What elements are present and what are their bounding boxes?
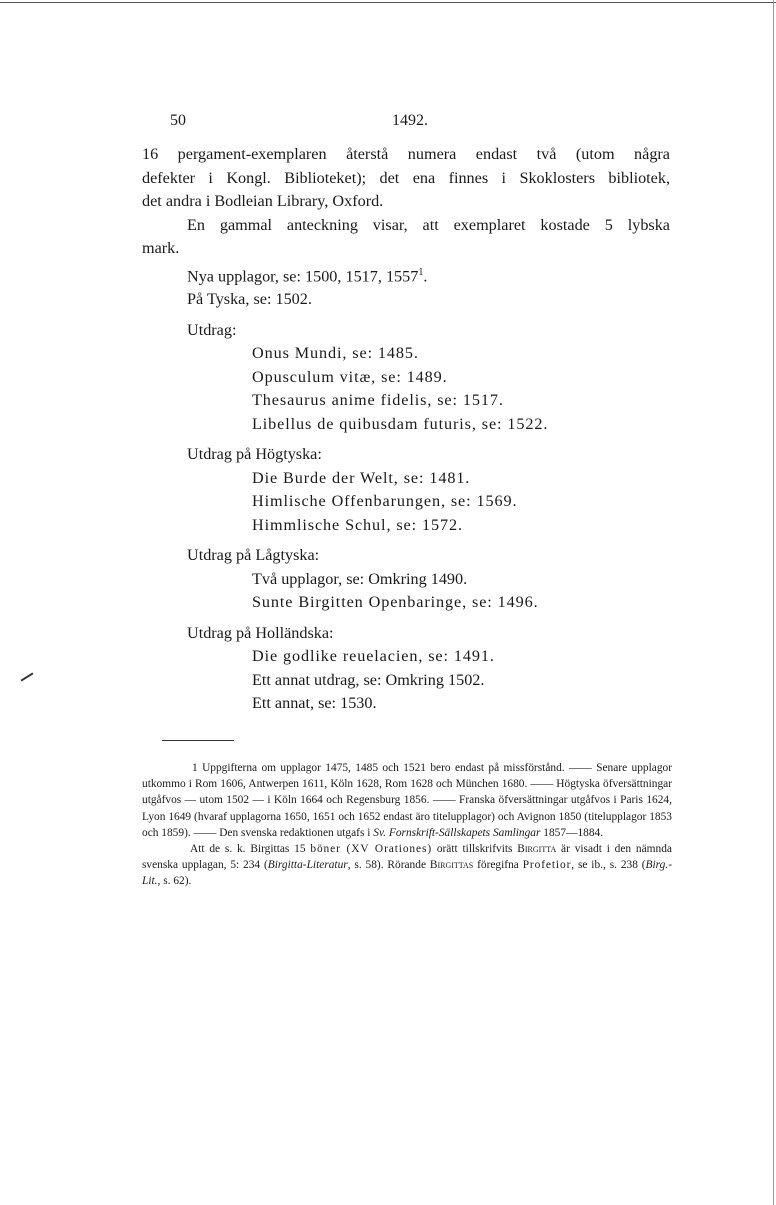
excerpts-heading: Utdrag: (187, 320, 237, 339)
excerpt-item: Opusculum vitæ, se: 1489. (252, 367, 448, 386)
footnote-2: Att de s. k. Birgittas 15 böner (XV Orationes) orätt tillskrifvits Birgitta är visadt i den nämnda svenska upplagan, 5: 234 (Birgitta-Literatur, s. 58). Rörande Birgittas föregifna Profetior, se ib., s. 238 (Birg.-Lit., s. 62). (142, 843, 673, 888)
page-number: 50 (170, 112, 186, 129)
text-line: defekter i Kongl. Biblioteket); det ena finnes i Skoklosters bibliotek, (142, 168, 670, 187)
footnote-line: —— Senare upplagor utkommo i Rom 1606, Antwerpen 1611, Köln 1628, Rom (142, 762, 672, 791)
footnote-line: 1 Uppgifterna om upplagor 1475, 1485 och 1521 bero endast på missförstånd. (192, 762, 565, 774)
high-german-item: Himmlische Schul, se: 1572. (252, 515, 463, 534)
footnote-line-end: utgafs i Sv. Fornskrift-Sällskapets Samlingar 1857—1884. (336, 826, 604, 839)
text-line: 16 pergament-exemplaren återstå numera endast två (utom några (142, 145, 670, 163)
footnote-line: och Avignon 1850 (titelupplagor 1853 och 1859). —— Den svenska redaktionen (142, 810, 672, 839)
dutch-item: Ett annat utdrag, se: Omkring 1502. (252, 670, 485, 689)
main-text (142, 143, 670, 716)
running-head-year: 1492. (392, 112, 428, 129)
footnote-1 (142, 760, 672, 841)
footnote-line: 1628 och München 1680. —— Högtyska öfversättningar utgåfvos — utom 1502 — (142, 778, 672, 807)
excerpt-item: Onus Mundi, se: 1485. (252, 344, 419, 363)
margin-mark (21, 672, 34, 681)
high-german-heading: Utdrag på Högtyska: (187, 445, 322, 464)
low-german-heading: Utdrag på Lågtyska: (187, 546, 320, 565)
low-german-item: Sunte Birgitten Openbaringe, se: 1496. (252, 593, 539, 612)
text-line: mark. (142, 239, 180, 257)
new-editions: Nya upplagor, se: 1500, 1517, 1557$^1$. (187, 266, 428, 285)
page-top-border (0, 2, 776, 3)
new-editions-text: Nya upplagor, se: 1500, 1517, 1557 (187, 266, 419, 285)
footnote-line: i Köln 1664 och Regensburg 1856. —— Franska öfversättningar utgåfvos i Paris (267, 794, 643, 807)
text-line: det andra i Bodleian Library, Oxford. (142, 192, 384, 210)
text-line: En gammal anteckning visar, att exemplaret kostade 5 lybska (187, 215, 670, 234)
footnote-line: 1624, Lyon 1649 (hvaraf upplagorna 1650, 1651 och 1652 endast äro titelupplagor) (142, 794, 672, 823)
dutch-heading: Utdrag på Holländska: (187, 623, 334, 642)
high-german-item: Die Burde der Welt, se: 1481. (252, 468, 471, 487)
excerpt-item: Thesaurus anime fidelis, se: 1517. (252, 391, 504, 410)
footnotes (142, 760, 672, 890)
page-right-border (773, 0, 774, 1205)
high-german-item: Himlische Offenbarungen, se: 1569. (252, 492, 518, 511)
dutch-item: Ett annat, se: 1530. (252, 694, 377, 713)
excerpt-item: Libellus de quibusdam futuris, se: 1522. (252, 414, 549, 433)
footnote-title: Sv. Fornskrift-Sällskapets Samlingar (373, 826, 541, 839)
dutch-item: Die godlike reuelacien, se: 1491. (252, 647, 495, 666)
footnote-ref: 1 (418, 266, 424, 278)
low-german-item: Två upplagor, se: Omkring 1490. (252, 569, 468, 588)
german-edition: På Tyska, se: 1502. (187, 290, 312, 309)
footnote-rule (162, 740, 234, 741)
